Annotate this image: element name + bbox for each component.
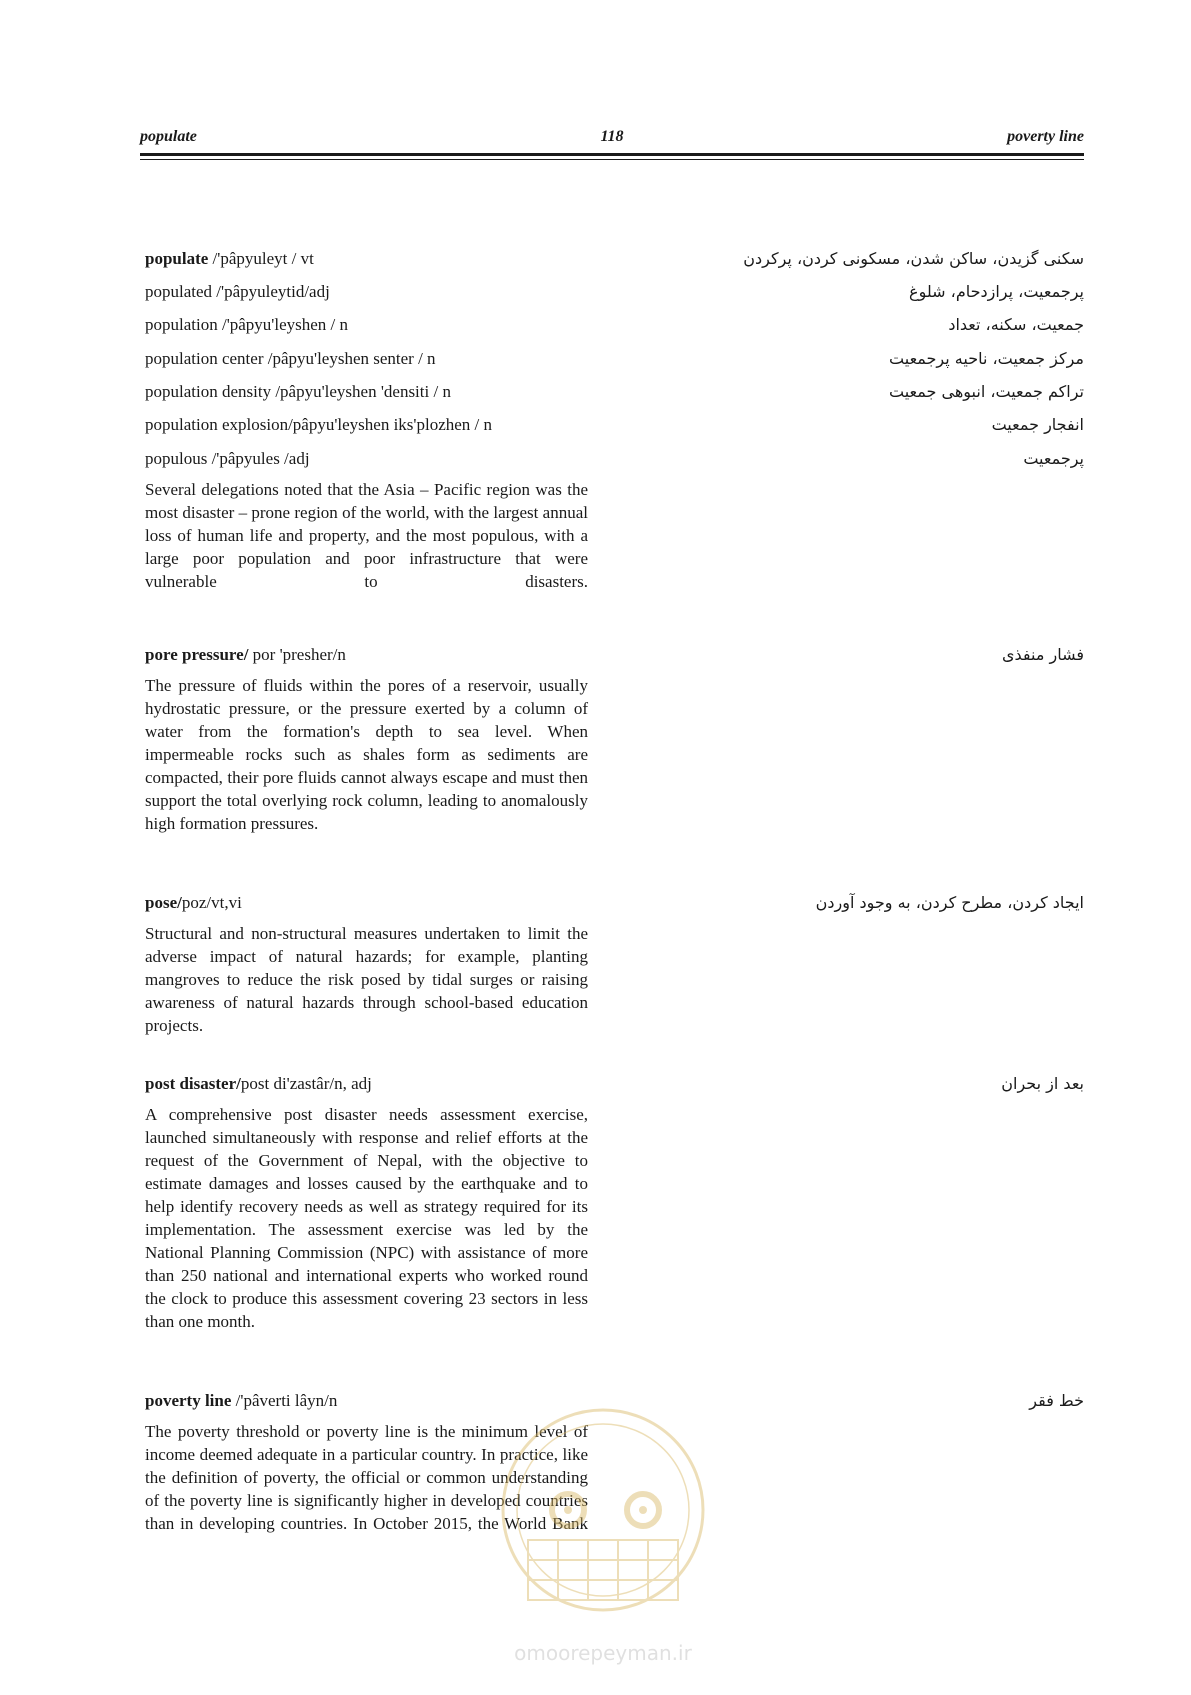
definition-pose: Structural and non-structural measures undertaken to limit the adverse impact of natural hazards; for example, planting mangroves to reduce the risk posed by tidal surges or raising awareness of natural hazards through school-based education projects. xyxy=(145,924,588,1035)
entry-pore-pressure: pore pressure/ por 'presher/n xyxy=(145,645,346,664)
entry-population-density-persian: تراکم جمعیت، انبوهی جمعیت xyxy=(889,382,1084,401)
entry-populous: populous /'pâpyules /adj xyxy=(145,449,310,468)
entry-pose-persian: ایجاد کردن، مطرح کردن، به وجود آوردن xyxy=(815,893,1084,912)
entry-population-density: population density /pâpyu'leyshen 'densiti / n xyxy=(145,382,451,401)
watermark xyxy=(478,1390,728,1690)
entry-population-persian: جمعیت، سکنه، تعداد xyxy=(948,315,1084,334)
entry-population: population /'pâpyu'leyshen / n xyxy=(145,315,349,334)
entry-poverty-line-persian: خط فقر xyxy=(1029,1391,1084,1410)
entry-populate-persian: سکنی گزیدن، ساکن شدن، مسکونی کردن، پرکردن xyxy=(743,249,1084,268)
entry-population-center: population center /pâpyu'leyshen senter / n xyxy=(145,349,436,368)
entry-populated: populated /'pâpyuleytid/adj xyxy=(145,282,330,301)
entry-post-disaster-persian: بعد از بحران xyxy=(1001,1074,1084,1093)
entry-populate: populate /'pâpyuleyt / vt xyxy=(145,249,314,268)
definition-poverty-line: The poverty threshold or poverty line is the minimum level of income deemed adequate in a particular country. In practice, like the definition of poverty, the official or common understanding of the poverty line is significantly higher in developed countries than in developing countries. In October 2015, the World Bank xyxy=(145,1422,588,1533)
header-rule-thin xyxy=(140,159,1084,160)
watermark-url: omoorepeyman.ir xyxy=(514,1641,692,1665)
entry-pore-pressure-persian: فشار منفذی xyxy=(1001,645,1084,664)
entry-population-explosion-persian: انفجار جمعیت xyxy=(991,415,1084,434)
page-number: 118 xyxy=(600,128,624,145)
watermark-logo xyxy=(478,1390,728,1690)
entry-populated-persian: پرجمعیت، پرازدحام، شلوغ xyxy=(909,282,1084,301)
running-header xyxy=(140,128,1084,146)
entry-populous-persian: پرجمعیت xyxy=(1023,449,1084,468)
header-right-guideword: poverty line xyxy=(1007,128,1084,145)
definition-post-disaster: A comprehensive post disaster needs assessment exercise, launched simultaneously with response and relief efforts at the request of the Government of Nepal, with the objective to estimate damages and losses caused by the earthquake and to help identify recovery needs as well as strategy required for its implementation. The assessment exercise was led by the National Planning Commission (NPC) with assistance of more than 250 national and international experts who worked round the clock to produce this assessment covering 23 sectors in less than one month. xyxy=(145,1105,588,1331)
entry-population-explosion: population explosion/pâpyu'leyshen iks'plozhen / n xyxy=(145,415,493,434)
definition-populous: Several delegations noted that the Asia – Pacific region was the most disaster – prone region of the world, with the largest annual loss of human life and property, and the most populous, with a large poor population and poor infrastructure that were vulnerable to disasters. xyxy=(145,480,588,591)
header-left-guideword: populate xyxy=(140,128,197,145)
entry-post-disaster: post disaster/post di'zastâr/n, adj xyxy=(145,1074,372,1093)
entry-population-center-persian: مرکز جمعیت، ناحیه پرجمعیت xyxy=(889,349,1084,368)
header-rule-thick xyxy=(140,153,1084,156)
entry-poverty-line: poverty line /'pâverti lâyn/n xyxy=(145,1391,338,1410)
definition-pore-pressure: The pressure of fluids within the pores of a reservoir, usually hydrostatic pressure, or the pressure exerted by a column of water from the formation's depth to sea level. When impermeable rocks such as shales form as sediments are compacted, their pore fluids cannot always escape and must then support the total overlying rock column, leading to anomalously high formation pressures. xyxy=(145,676,588,833)
entry-pose: pose/poz/vt,vi xyxy=(145,893,242,912)
